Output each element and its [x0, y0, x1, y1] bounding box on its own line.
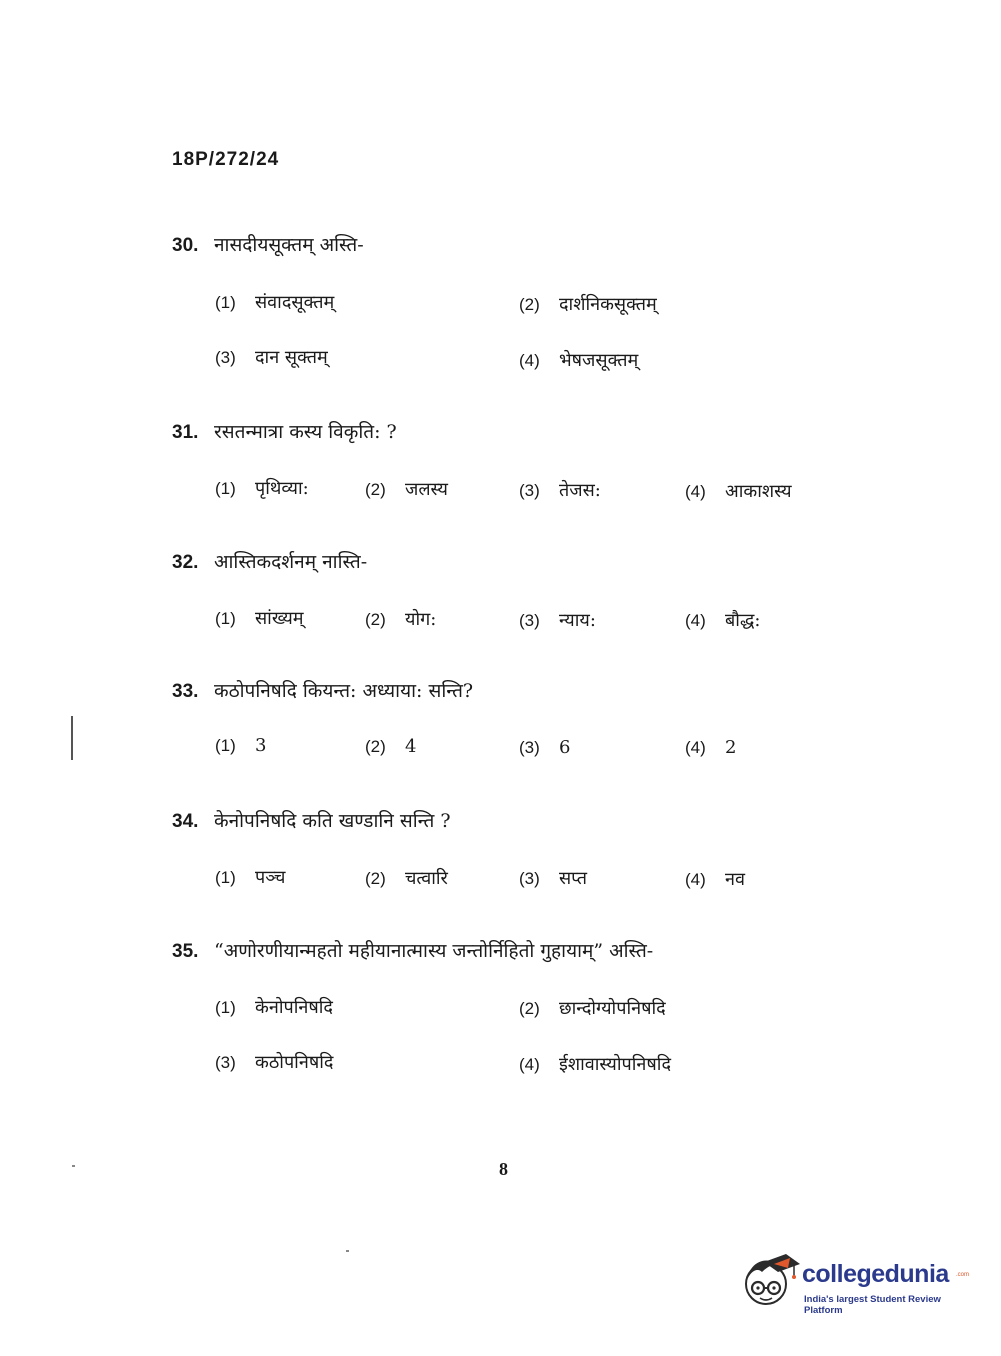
option: [215, 345, 328, 369]
option-text: सांख्यम्: [255, 608, 304, 629]
option-number: (2): [365, 869, 386, 888]
question-number: 31.: [172, 422, 199, 443]
option: [215, 735, 266, 756]
question-number: 33.: [172, 681, 199, 702]
option: [519, 737, 570, 758]
brand-domain: .com: [956, 1272, 970, 1278]
option: [215, 1050, 333, 1074]
paper-code: 18P/272/24: [172, 149, 280, 170]
option: [215, 606, 304, 630]
option: [215, 865, 285, 889]
option: [215, 476, 309, 500]
option-text: पञ्च: [255, 867, 286, 888]
option-number: (4): [685, 611, 706, 630]
question-number: 35.: [172, 941, 199, 962]
option-text: छान्दोग्योपनिषदि: [559, 998, 666, 1019]
option-text: पृथिव्या:: [255, 478, 309, 499]
option: [365, 736, 416, 757]
option: [685, 737, 736, 758]
question-number: 32.: [172, 552, 199, 573]
option-text: तेजस:: [559, 480, 601, 501]
option: [519, 348, 638, 372]
option-number: (3): [519, 869, 540, 888]
option-text: संवादसूक्तम्: [255, 292, 335, 313]
option-number: (3): [519, 738, 540, 757]
brand-tagline: India's largest Student Review Platform: [804, 1294, 941, 1316]
option-number: (4): [519, 1055, 540, 1074]
option-text: 3: [255, 735, 267, 756]
question-35: [172, 937, 653, 963]
question-text: केनोपनिषदि कति खण्डानि सन्ति ?: [214, 810, 451, 832]
option-text: चत्वारि: [405, 868, 448, 889]
option-number: (4): [685, 870, 706, 889]
option-number: (3): [215, 348, 236, 367]
option-text: नव: [725, 869, 745, 890]
option-text: बौद्ध:: [725, 610, 761, 631]
option-text: केनोपनिषदि: [255, 997, 333, 1018]
scan-speck: [346, 1250, 349, 1252]
option-text: 6: [559, 737, 571, 758]
scan-margin-mark: [71, 716, 73, 760]
question-31: [172, 418, 397, 444]
brand-name: collegedunia: [802, 1260, 949, 1288]
option-text: 4: [405, 736, 417, 757]
option-text: जलस्य: [405, 479, 449, 500]
option-number: (1): [215, 479, 236, 498]
option-text: ईशावास्योपनिषदि: [559, 1054, 672, 1075]
option-number: (1): [215, 609, 236, 628]
option-number: (2): [519, 295, 540, 314]
option-text: योग:: [405, 609, 437, 630]
option-text: कठोपनिषदि: [255, 1052, 334, 1073]
collegedunia-watermark: [744, 1250, 974, 1314]
option-number: (2): [365, 737, 386, 756]
scan-speck: [72, 1165, 75, 1167]
option-number: (1): [215, 293, 236, 312]
question-text: आस्तिकदर्शनम् नास्ति-: [214, 551, 368, 573]
option-text: 2: [725, 737, 737, 758]
question-33: [172, 677, 473, 703]
question-30: [172, 231, 364, 257]
option-text: न्याय:: [559, 610, 596, 631]
option-number: (3): [519, 481, 540, 500]
option: [215, 290, 334, 314]
question-text: रसतन्मात्रा कस्य विकृति: ?: [214, 421, 397, 443]
option-number: (2): [365, 480, 386, 499]
option: [365, 866, 448, 890]
option-number: (3): [519, 611, 540, 630]
option: [519, 866, 587, 890]
option-number: (3): [215, 1053, 236, 1072]
option: [519, 996, 666, 1020]
option-text: भेषजसूक्तम्: [559, 350, 639, 371]
option-number: (1): [215, 998, 236, 1017]
option-number: (4): [685, 482, 706, 501]
option-text: आकाशस्य: [725, 481, 792, 502]
question-text: नासदीयसूक्तम् अस्ति-: [214, 234, 364, 256]
question-number: 34.: [172, 811, 199, 832]
option-number: (2): [519, 999, 540, 1018]
question-34: [172, 807, 451, 833]
option: [685, 867, 745, 891]
option: [685, 479, 792, 503]
question-number: 30.: [172, 235, 199, 256]
option-text: दार्शनिकसूक्तम्: [559, 294, 657, 315]
mascot-logo-icon: [744, 1250, 800, 1310]
option: [365, 477, 448, 501]
option: [685, 608, 760, 632]
option: [519, 478, 601, 502]
option-text: दान सूक्तम्: [255, 347, 328, 368]
option: [365, 607, 436, 631]
question-text: कठोपनिषदि कियन्त: अध्याया: सन्ति?: [214, 680, 474, 702]
option-number: (1): [215, 868, 236, 887]
question-32: [172, 548, 367, 574]
option-number: (4): [685, 738, 706, 757]
question-text: “अणोरणीयान्महतो महीयानात्मास्य जन्तोर्निहितो गुहायाम्” अस्ति-: [214, 940, 654, 962]
option-text: सप्त: [559, 868, 587, 889]
option-number: (1): [215, 736, 236, 755]
option: [519, 1052, 671, 1076]
option: [519, 608, 596, 632]
option: [519, 292, 657, 316]
option-number: (4): [519, 351, 540, 370]
option-number: (2): [365, 610, 386, 629]
page-number: 8: [499, 1159, 508, 1179]
option: [215, 995, 333, 1019]
